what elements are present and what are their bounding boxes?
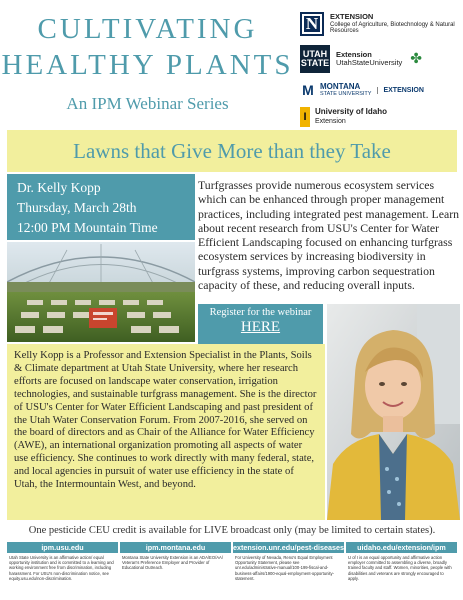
page-title-line-1: CULTIVATING bbox=[37, 13, 258, 45]
header bbox=[0, 0, 463, 130]
webinar-description: Turfgrasses provide numerous ecosystem services which can be enhanced through proper management practices, including integrated pest management. Learn about recent research from USU's Center for Water Efficient Landscaping focused on enhancing turfgrass ecosystem services by increasing biodiversity in turfgrass systems, improving carbon sequestration capacity of these, and reducing overall inputs. bbox=[198, 178, 460, 293]
webinar-topic: Lawns that Give More than they Take bbox=[73, 138, 391, 163]
partner-logos bbox=[300, 6, 458, 128]
footer-column-nevada bbox=[233, 542, 344, 598]
idaho-extension-logo bbox=[300, 106, 458, 128]
page-subtitle: An IPM Webinar Series bbox=[66, 94, 229, 113]
montana-logo-sub: STATE UNIVERSITY bbox=[320, 91, 372, 98]
footer-column-usu bbox=[7, 542, 118, 598]
footer-link-idaho[interactable]: uidaho.edu/extension/ipm bbox=[346, 542, 457, 553]
nevada-logo-sub: College of Agriculture, Biotechnology & Natural Resources bbox=[330, 21, 455, 35]
speaker-name: Dr. Kelly Kopp bbox=[17, 180, 101, 195]
montana-logo-name: MONTANA bbox=[320, 81, 361, 91]
footer-link-montana[interactable]: ipm.montana.edu bbox=[120, 542, 231, 553]
footer-note-montana: Montana State University Extension is an ADA/EO/AA/ Veteran's Preference Employer and Provider of Educational Outreach. bbox=[121, 555, 223, 571]
page-title-line-2: HEALTHY PLANTS bbox=[1, 49, 294, 81]
footer-note-usu: Utah State University is an affirmative action/ equal opportunity institution and is committed to a learning and working environment free from discrimination, including harassment. For USU's non-discrimination notice, see equity.usu.edu/non-discrimination. bbox=[9, 555, 114, 581]
webinar-date: Thursday, March 28th bbox=[17, 200, 137, 215]
usu-logo-sub: UtahStateUniversity bbox=[336, 58, 403, 67]
speaker-bio-box bbox=[7, 344, 325, 520]
footer-note-idaho: U of I is an equal opportunity and affirmative action employer committed to assembling a diverse, broadly trained faculty and staff. Women, minorities, people with disabilities and veterans are strongly encouraged to apply. bbox=[348, 555, 452, 581]
nevada-extension-logo bbox=[300, 10, 458, 38]
register-box[interactable] bbox=[198, 304, 323, 344]
footer-link-nevada[interactable]: extension.unr.edu/pest-diseases bbox=[232, 543, 345, 552]
idaho-logo-name: University of Idaho bbox=[315, 107, 388, 117]
nevada-n-icon: N bbox=[300, 12, 324, 36]
usu-extension-logo bbox=[300, 44, 458, 74]
footer-partners bbox=[7, 542, 457, 598]
idaho-i-icon: I bbox=[300, 107, 310, 127]
register-here-link[interactable]: HERE bbox=[240, 319, 281, 335]
usu-u-icon: UTAH STATE bbox=[300, 45, 330, 73]
speaker-info-box bbox=[7, 174, 195, 240]
footer-note-nevada: For University of Nevada, Reno's Equal Employment Opportunity Statement, please see unr.edu/administrative-manual/100-199-fiscal-and-business-affairs/1900-equal-employment-opportunity-statement. bbox=[234, 555, 335, 581]
4h-clover-icon: ✤ bbox=[410, 51, 423, 67]
nevada-logo-name: EXTENSION bbox=[330, 12, 374, 22]
turf-plots-image bbox=[7, 242, 195, 342]
montana-logo-extension: EXTENSION bbox=[377, 87, 423, 94]
idaho-logo-sub: Extension bbox=[315, 118, 346, 125]
speaker-bio: Kelly Kopp is a Professor and Extension Specialist in the Plants, Soils & Climate department at Utah State University, where her research efforts are focused on landscape water conservation, irrigation technologies, and sustainable turfgrass management. She is the director of USU's Center for Water Efficient Landscaping and past president of the Utah Water Conservation Forum. From 2007-2016, she served on the board of directors and as Chair of the Alliance for Water Efficiency (AWE), an international organization promoting all aspects of water use efficiency. She continues to work directly with many federal, state, and local agencies in pursuit of water use efficiency in the state of Utah, the Intermountain West, and beyond. bbox=[14, 350, 317, 491]
usu-logo-name: Extension bbox=[336, 49, 372, 59]
footer-link-usu[interactable]: ipm.usu.edu bbox=[7, 542, 118, 553]
greenhouse-turf-photo bbox=[7, 242, 195, 342]
webinar-topic-banner bbox=[7, 130, 457, 172]
footer-column-montana bbox=[120, 542, 231, 598]
speaker-photo-image bbox=[327, 304, 460, 520]
ceu-credit-note: One pesticide CEU credit is available for LIVE broadcast only (may be limited to certain states). bbox=[28, 525, 436, 536]
montana-state-extension-logo bbox=[300, 80, 458, 100]
footer-column-idaho bbox=[346, 542, 457, 598]
speaker-portrait bbox=[327, 304, 460, 520]
webinar-time: 12:00 PM Mountain Time bbox=[17, 220, 158, 235]
register-label: Register for the webinar bbox=[209, 307, 312, 318]
montana-m-icon: M bbox=[302, 82, 314, 98]
